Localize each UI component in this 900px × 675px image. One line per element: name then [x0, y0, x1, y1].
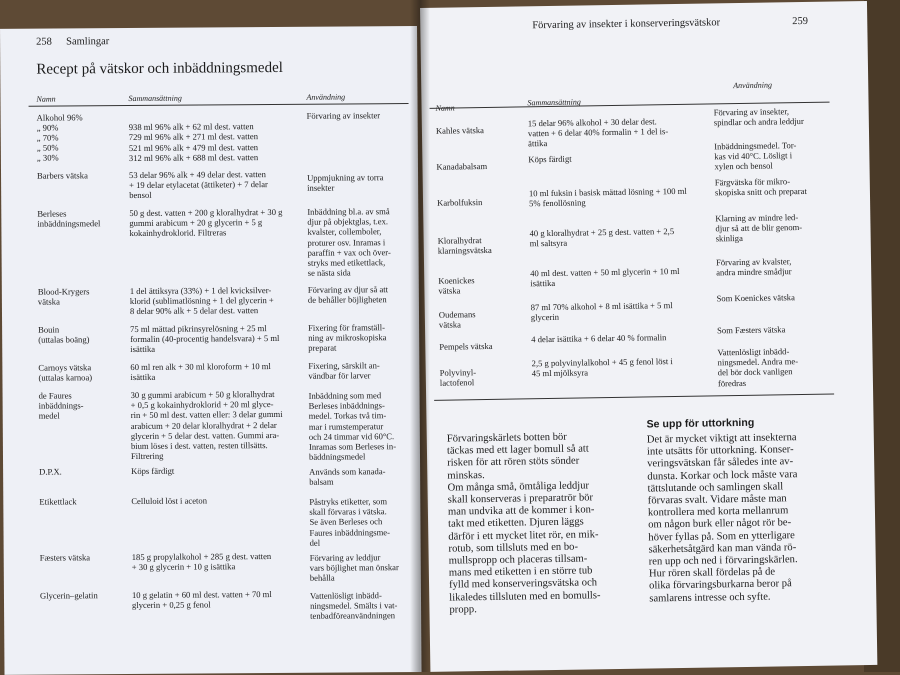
section-subheading: Se upp för uttorkning	[646, 416, 755, 431]
row-usage: Används som kanada- balsam	[309, 466, 386, 487]
row-usage: Vattenlösligt inbädd- ningsmedel. Smälts i vat- tenbadföreanvändningen	[309, 590, 398, 622]
row-name: Pempels vätska	[439, 340, 493, 352]
row-name: Karbolfuksin	[436, 197, 483, 208]
left-page	[0, 26, 421, 675]
left-page-title: Recept på vätskor och inbäddningsmedel	[36, 59, 283, 78]
table-bottom-rule	[434, 394, 834, 401]
row-composition: 60 ml ren alk + 30 ml kloroform + 10 ml isättika	[130, 361, 271, 383]
row-usage: Inbäddning bl.a. av små djur på objektglas, t.ex. kvalster, collemboler, proturer osv. Inramas i paraffin + vax och över- stryks med etikettlack, se nästa sida	[307, 206, 391, 278]
row-name: Berleses inbäddningsmedel	[37, 208, 101, 229]
row-composition: Köps färdigt	[131, 465, 175, 477]
row-name: Alkohol 96% „ 90% „ 70% „ 50% „ 30%	[36, 112, 83, 163]
col-header-usage: Användning	[306, 92, 346, 102]
right-running-head: Förvaring av insekter i konserveringsvätskor	[532, 17, 721, 32]
row-composition: 938 ml 96% alk + 62 ml dest. vatten 729 ml 96% alk + 271 ml dest. vatten 521 ml 96% alk + 479 ml dest. vatten 312 ml 96% alk + 688 ml dest. vatten	[128, 112, 259, 163]
col-header-name: Namn	[36, 94, 56, 104]
row-name: Kahles vätska	[435, 125, 484, 136]
row-composition: Köps färdigt	[528, 153, 572, 165]
body-text-right-column: Det är mycket viktigt att insekterna inte utsätts för uttorkning. Konser- veringsvätskan får således inte av- dunsta. Korkar och lock måste vara tättslutande och samlingen skall förvaras svalt. Vidare måste man kontrollera med korta mellanrum om någon burk eller något rör be- höver fyllas på. Som en ytterligare säkerhetsåtgärd kan man vända rö- ren upp och ned i förvaringskärlen. Hur rören skall fördelas på de olika förvaringsburkarna beror på samlarens intresse och syfte.	[646, 432, 798, 605]
row-usage: Vattenlösligt inbädd- ningsmedel. Andra me- del bör dock vanligen föredras	[717, 346, 799, 388]
header-rule	[29, 103, 409, 107]
left-page-number: 258	[36, 36, 52, 48]
row-name: Polyvinyl- lactofenol	[439, 367, 477, 388]
row-composition: 40 g kloralhydrat + 25 g dest. vatten + 2,5 ml saltsyra	[529, 226, 675, 249]
row-usage: Färgvätska för mikro- skopiska snitt och preparat	[714, 176, 807, 198]
row-name: de Faures inbäddnings- medel	[38, 390, 84, 421]
row-composition: 10 ml fuksin i basisk mättad lösning + 100 ml 5% fenollösning	[528, 185, 687, 209]
row-usage: Påstryks etiketter, som skall förvaras i vätska. Se även Berleses och Faures inbäddningsme- del	[309, 496, 391, 548]
row-composition: 87 ml 70% alkohol + 8 ml isättika + 5 ml glycerin	[530, 300, 673, 323]
right-page	[420, 1, 877, 672]
row-name: Blood-Krygers vätska	[37, 286, 90, 307]
row-composition: 4 delar isättika + 6 delar 40 % formalin	[531, 332, 667, 345]
row-name: Kanadabalsam	[436, 160, 488, 172]
row-composition: 75 ml mättad pikrinsyrelösning + 25 ml formalin (40-procentig handelsvara) + 5 ml isättika	[130, 323, 280, 355]
row-usage: Fixering för framställ- ning av mikroskopiska preparat	[308, 322, 387, 354]
row-name: Carnoys vätska (uttalas karnoa)	[38, 362, 93, 383]
row-name: Fæsters vätska	[39, 552, 91, 563]
row-name: D.P.X.	[39, 466, 62, 477]
row-usage: Inbäddningsmedel. Tor- kas vid 40°C. Lösligt i xylen och bensol	[714, 140, 797, 172]
body-text-left-column: Förvaringskärlets botten bör täckas med ett lager bomull så att risken för att rören stöts sönder minskas. Om många små, ömtåliga leddjur skall konserveras i preparatrör bör man undvika att de kommer i kon- takt med etiketten. Djuren läggs därför i ett mycket litet rör, en mik- rotub, som tillsluts med en bo- mullspropp och placeras tillsam- mans med etiketten i en större tub fylld med konserveringsvätska och likaledes tillsluten med en bomulls- propp.	[446, 431, 601, 616]
row-composition: 50 g dest. vatten + 200 g kloralhydrat + 30 g gummi arabicum + 20 g glycerin + 5 g kokainhydroklorid. Filtreras	[129, 206, 283, 239]
row-composition: 2,5 g polyvinylalkohol + 45 g fenol löst i 45 ml mjölksyra	[531, 356, 673, 379]
row-usage: Som Fæsters vätska	[717, 324, 786, 336]
row-usage: Inbäddning som med Berleses inbäddnings- medel. Torkas två tim- mar i rumstemperatur och 24 timmar vid 60°C. Inramas som Berleses in- bäddningsmedel	[308, 390, 397, 462]
row-name: Bouin (uttalas boäng)	[38, 324, 90, 345]
col-header-composition: Sammansättning	[128, 93, 182, 104]
row-composition: 30 g gummi arabicum + 50 g kloralhydrat + 0,5 g kokainhydroklorid + 20 ml glyce- rin + 50 ml dest. vatten eller: 3 delar gummi arabicum + 20 delar kloralhydrat + 2 delar glycerin + 5 delar dest. vatten. Gummi ara- bium löses i dest. vatten, resten tillsätts. Filtrering	[130, 389, 283, 462]
row-usage: Förvaring av insekter	[306, 110, 381, 121]
row-name: Etikettlack	[39, 496, 77, 507]
row-composition: 1 del ättiksyra (33%) + 1 del kvicksilver- klorid (sublimatlösning + 1 del glycerin + 8 delar 90% alk + 5 delar dest. vatten	[129, 285, 274, 317]
row-usage: Fixering, särskilt an- vändbar för larver	[308, 360, 380, 381]
row-name: Glycerin–gelatin	[39, 590, 98, 601]
left-running-head: Samlingar	[66, 36, 110, 48]
row-composition: Celluloid löst i aceton	[131, 495, 208, 507]
row-composition: 40 ml dest. vatten + 50 ml glycerin + 10 ml isättika	[530, 265, 680, 289]
row-name: Kloralhydrat klarningsvätska	[437, 235, 492, 256]
col-header-usage: Användning	[733, 80, 772, 91]
row-usage: Förvaring av insekter, spindlar och andra leddjur	[713, 106, 804, 128]
row-usage: Förvaring av leddjur vars böjlighet man önskar behålla	[309, 552, 399, 584]
row-name: Koenickes vätska	[438, 275, 475, 296]
row-usage: Klarning av mindre led- djur så att de blir genom- skinliga	[715, 212, 803, 244]
right-page-number: 259	[792, 15, 809, 28]
row-name: Oudemans vätska	[438, 309, 476, 330]
row-usage: Uppmjukning av torra insekter	[307, 172, 384, 193]
row-composition: 15 delar 96% alkohol + 30 delar dest. vatten + 6 delar 40% formalin + 1 del is- ättika	[527, 116, 669, 149]
row-composition: 10 g gelatin + 60 ml dest. vatten + 70 ml glycerin + 0,25 g fenol	[131, 589, 272, 611]
row-usage: Förvaring av kvalster, andra mindre smådjur	[715, 256, 792, 278]
col-header-composition: Sammansättning	[527, 97, 581, 108]
row-usage: Förvaring av djur så att de behåller böjligheten	[307, 284, 389, 305]
row-composition: 185 g propylalkohol + 285 g dest. vatten + 30 g glycerin + 10 g isättika	[131, 551, 272, 573]
row-usage: Som Koenickes vätska	[716, 292, 795, 304]
row-name: Barbers vätska	[37, 170, 88, 181]
row-composition: 53 delar 96% alk + 49 delar dest. vatten + 19 delar etylacetat (ättiketer) + 7 delar bensol	[128, 169, 268, 201]
